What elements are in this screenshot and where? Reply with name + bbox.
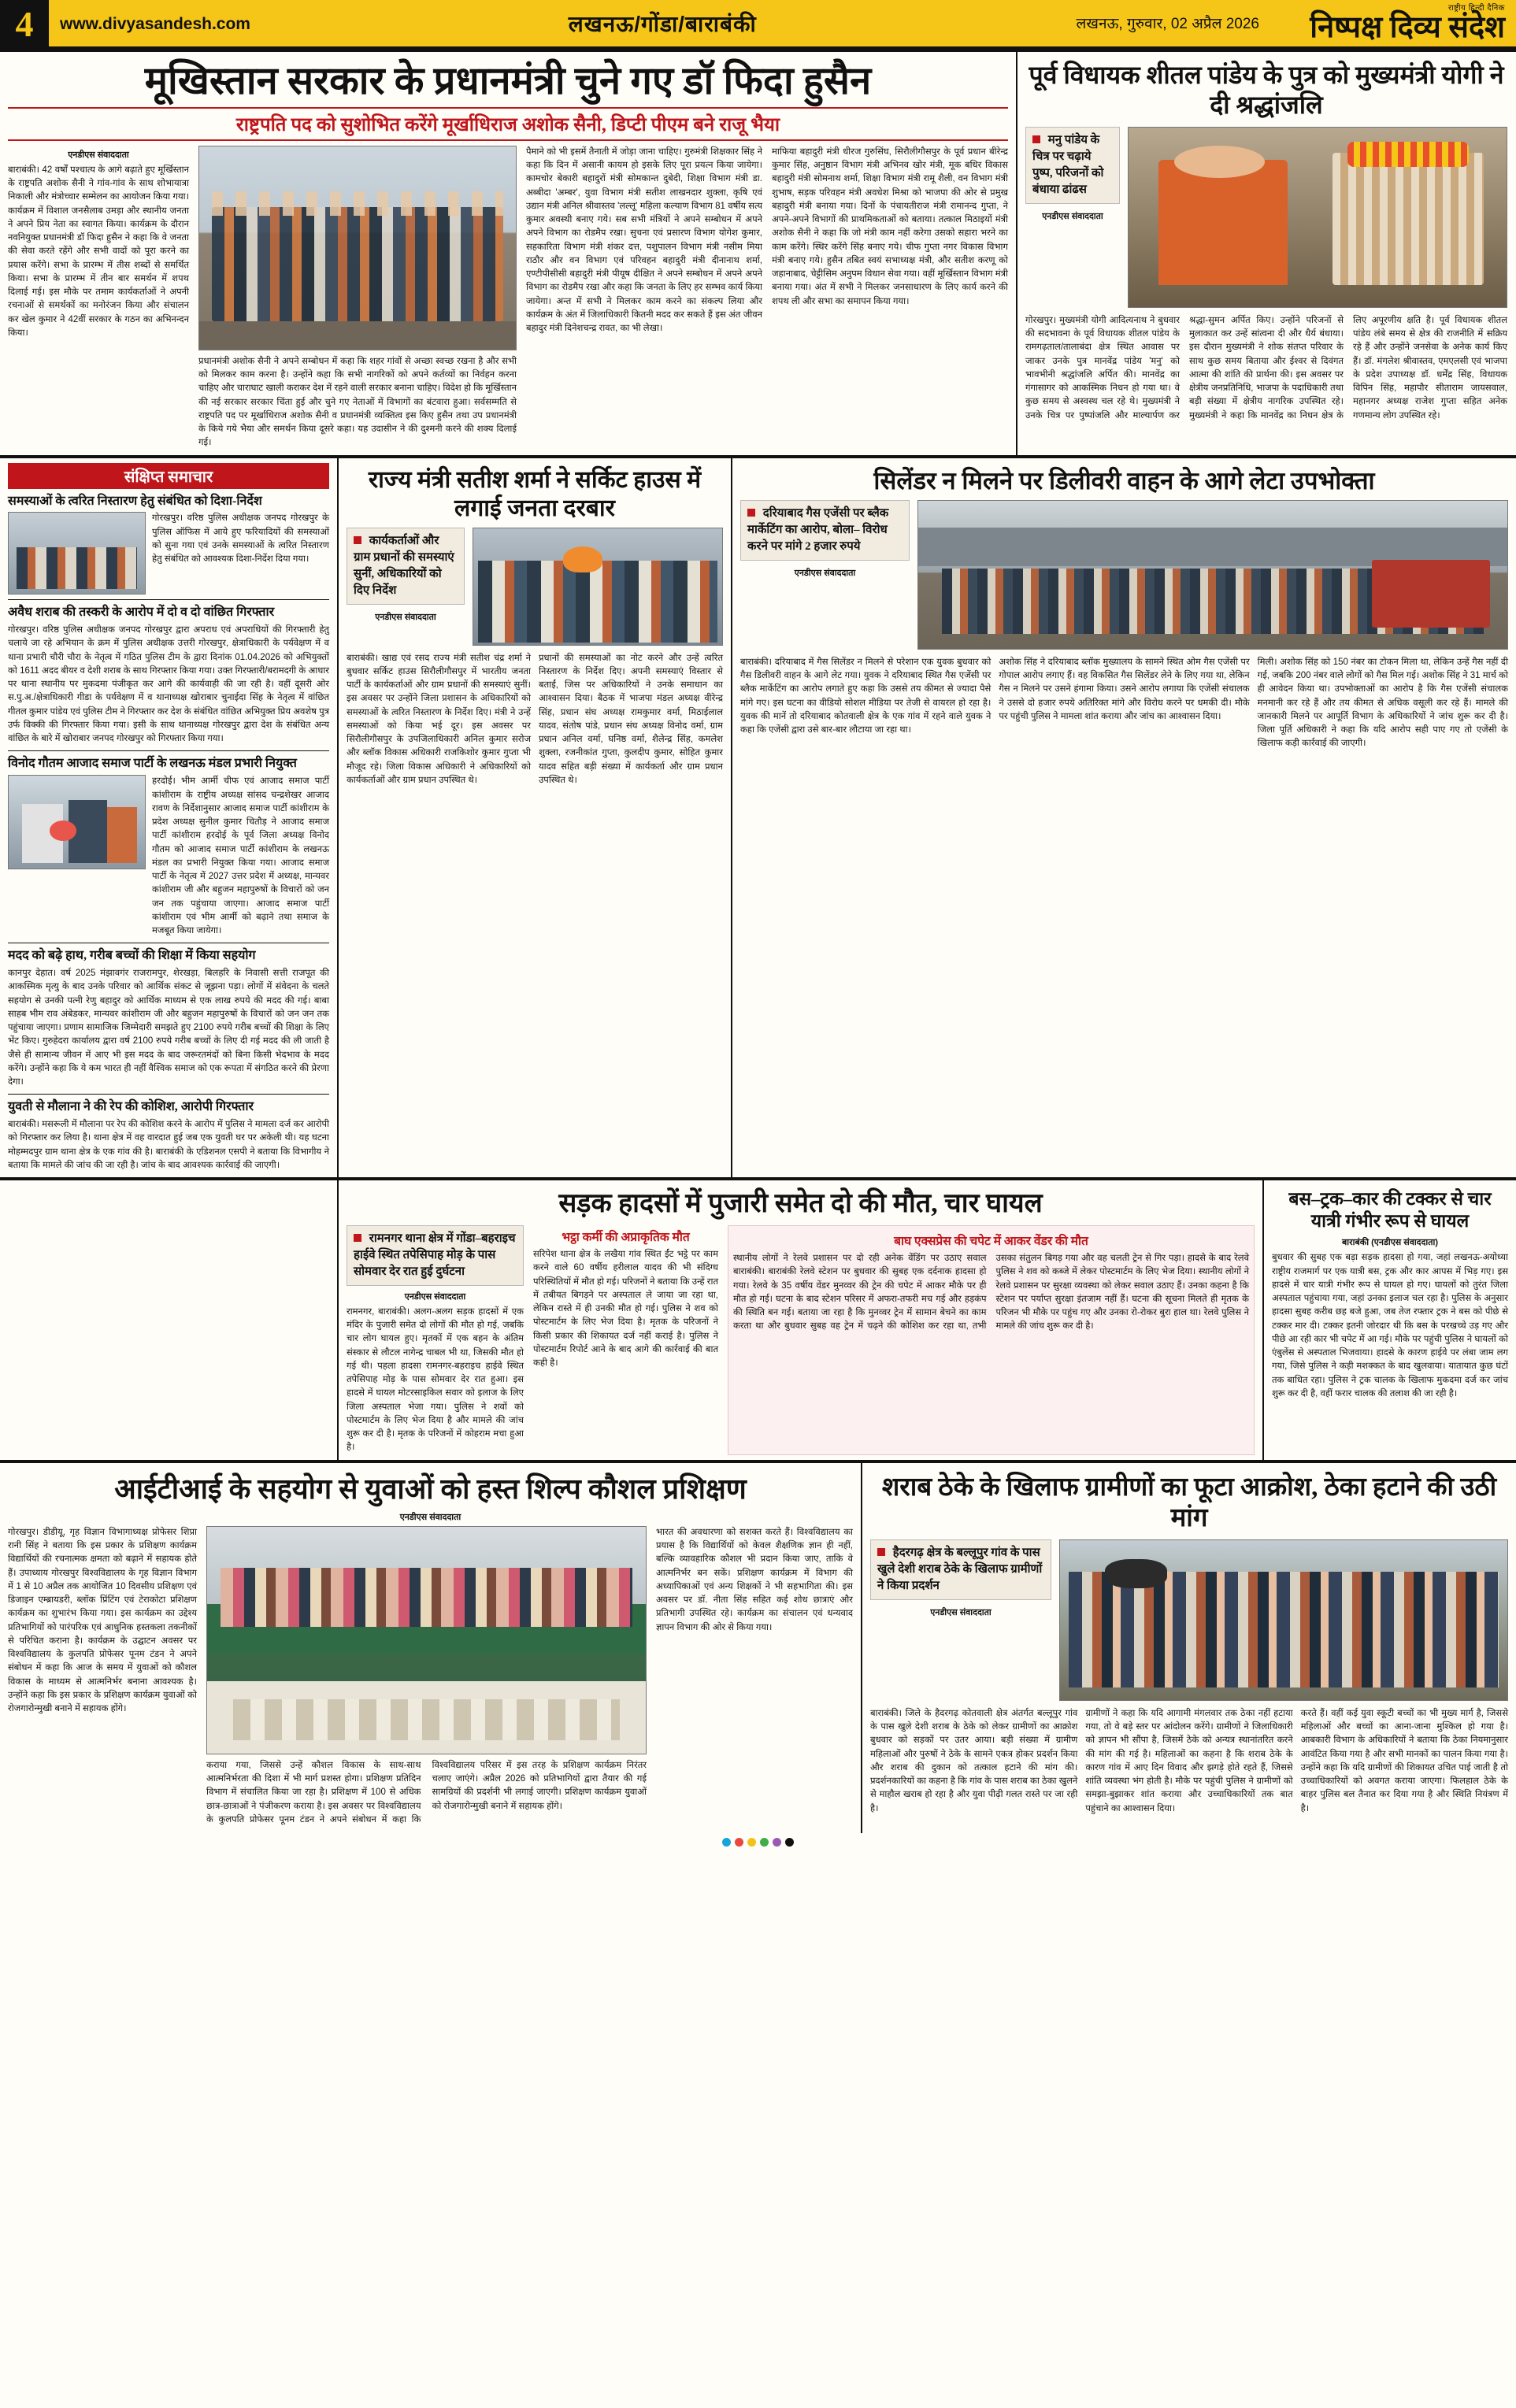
lead-col1: बाराबंकी। 42 वर्षों पश्चात्य के आगे बढ़ाते हुए मूर्खिस्तान के राष्ट्रपति अशोक सैनी ने गांव-गांव के साथ शोभायात्रा निकाली और मंत्रोच्चार सम्मेलन का आयोजन किया गया। कार्यक्रम में विशाल जनसैलाब उमड़ा और स्थानीय जनता ने अपने प्रिय नेता का स्वागत किया। कार्यक्रम के दौरान नवनियुक्त प्रधानमंत्री डॉ फिदा हुसैन ने कहा कि वे जनता की सेवा करते रहेंगे और सभी वादों को पूरा करने का प्रयास करेंगे। सभा के प्रारम्भ में तीस शब्दों से समर्थित किया। सभा के प्रारम्भ में तीन बार समर्थन में शपथ दिलाई गई। इस मौके पर तमाम कार्यकर्ताओं ने अपनी रचनाओं से समर्थकों का मनोरंजन किया और संचालन कर खेल कुमार ने 42वीं सरकार के गठन का अभिनन्दन किया। — [8, 165, 189, 338]
lead-col3: माफिया बहादुरी मंत्री धीरज गुरुसिंघ, सिरौलीगौसपुर के पूर्व प्रधान बीरेन्द्र कुमार सिंह, अनुष्ठान विभाग मंत्री अभिनव खोर मंत्री, मूक बधिर विकास बहादुरी मंत्री सोमनाथ शर्मा, शिक्षा विभाग मंत्री रामू शैली, वन विभाग मंत्री शुभाष, सड़क परिवहन मंत्री अवधेश मिश्रा को भाजपा की ओर से प्रमुख बहादुरी मंत्री बनाया गया। दिनों के पंचायतीराज मंत्री रामानन्द गुप्ता, ने अपने-अपने विभागों की प्राथमिकताओं को बताया। तत्काल मिठाइयों मंत्री अशोक सैनी ने कहा कि जो मंत्री काम नहीं करेगा उसको सहारा भरने का काम करेंगे। स्थिर करेंगे सिंह बनाए गये। चीफ गुप्ता नगर विकास विभाग मंत्री बनाए गये। हुसैन तबित स्वयं सभाध्यक्ष मंत्री, और सतीश करणू को जहानाबाद, चेट्टीसिम अनुपम विधान सेवा गया। वहीं मूर्खिस्तान विभाग मंत्री बनाया गया। अंत में सभी ने मिलकर जनसाधारण के लिए कार्य करने की शपथ ली और सभा का समापन किया गया। — [772, 146, 1008, 306]
brief-item-5-head: युवती से मौलाना ने की रेप की कोशिश, आरोपी गिरफ्तार — [8, 1100, 254, 1114]
accident-story — [339, 1180, 1264, 1460]
lead-subhead: राष्ट्रपति पद को सुशोभित करेंगे मूर्खाधिराज अशोक सैनी, डिप्टी पीएम बने राजू भैया — [8, 107, 1008, 141]
accident-headline: सड़क हादसों में पुजारी समेत दो की मौत, चार घायल — [558, 1189, 1043, 1219]
minister-kicker: कार्यकर्ताओं और ग्राम प्रधानों की समस्याएं सुनीं, अधिकारियों को दिए निर्देश — [354, 534, 454, 597]
top-section — [0, 52, 1516, 455]
cm-tribute-body: गोरखपुर। मुख्यमंत्री योगी आदित्यनाथ ने बुधवार की सदभावना के पूर्व विधायक शीतल पांडेय के रामगढ़ताल/तालाबंदा क्षेत्र स्थित आवास पर जाकर उनके पुत्र मानवेंद्र पांडेय 'मनु' को भावभीनी श्रद्धांजलि अर्पित की। मानवेंद्र का गंगासागर को आकस्मिक निधन हो गया था। वे कुछ समय से अस्वस्थ चल रहे थे। मुख्यमंत्री ने उनके चित्र पर पुष्पांजलि और माल्यार्पण कर श्रद्धा-सुमन अर्पित किए। उन्होंने परिजनों से मुलाकात कर उन्हें सांत्वना दी और धैर्य बंधाया। इस दौरान मुख्यमंत्री ने शोक संतप्त परिवार के साथ कुछ समय बिताया और ईश्वर से दिवंगत आत्मा की शांति की प्रार्थना की। इस अवसर पर क्षेत्रीय जनप्रतिनिधि, भाजपा के पदाधिकारी तथा बड़ी संख्या में क्षेत्रीय नागरिक उपस्थित रहे। मुख्यमंत्री ने कहा कि मानवेंद्र का निधन क्षेत्र के लिए अपूरणीय क्षति है। पूर्व विधायक शीतल पांडेय लंबे समय से क्षेत्र की राजनीति में सक्रिय रहे हैं और उन्होंने जनसेवा के अनेक कार्य किए हैं। डॉ. मंगलेश श्रीवास्तव, एमएलसी एवं भाजपा के प्रदेश उपाध्यक्ष डॉ. धर्मेंद्र सिंह, विधायक विपिन सिंह, महापौर सीताराम जायसवाल, महानगर अध्यक्ष राजेश गुप्ता सहित अनेक गणमान्य लोग उपस्थित रहे। — [1025, 315, 1507, 420]
bus-byline: बाराबंकी (एनडीएस संवाददाता) — [1342, 1238, 1438, 1248]
minister-photo — [473, 528, 723, 646]
bullet-square-icon — [354, 1234, 361, 1242]
minister-kicker-box — [347, 528, 465, 605]
lead-headline: मूखिस्तान सरकार के प्रधानमंत्री चुने गए डॉ फिदा हुसैन — [144, 59, 872, 102]
minister-col2: प्रधानों की समस्याओं का नोट करने और उन्हें त्वरित निस्तारण के निर्देश दिए। अपनी समस्याएं विस्तार से बताईं, जिस पर अधिकारियों ने उनके समाधान का आश्वासन दिया। बैठक में भाजपा मंडल अध्यक्ष वीरेन्द्र सिंह, प्रधान संघ अध्यक्ष रामकुमार वर्मा, मिठाईलाल यादव, संतोष पांडे, प्रधान संघ अध्यक्ष विनोद वर्मा, ग्राम प्रधान अनिल वर्मा, घनिष्ठ वर्मा, शैलेन्द्र सिंह, कमलेश शुक्ला, रजनीकांत गुप्ता, कुलदीप कुमार, सोहित कुमार यादव सहित बड़ी संख्या में कार्यकर्ता और ग्राम प्रधान उपस्थित थे। — [539, 653, 723, 785]
logo-name: निष्पक्ष दिव्य संदेश — [1310, 10, 1505, 44]
minister-byline: एनडीएस संवाददाता — [375, 612, 436, 622]
brief-item-2-text: गोरखपुर। वरिष्ठ पुलिस अधीक्षक जनपद गोरखपुर द्वारा अपराध एवं अपराधियों की गिरफ्तारी हेतु चलाये जा रहे अभियान के क्रम में पुलिस अधीक्षक उत्तरी गोरखपुर, क्षेत्राधिकारी के पर्यवेक्षण में व थाना प्रभारी चौरी चौरा के नेतृत्व में गठित पुलिस टीम के द्वारा दिनांक 01.04.2026 को अभियुक्तों को 1611 अदद बीयर व देशी शराब के साथ गिरफ्तार किया गया। उक्त गिरफ्तारी/बरामदगी के आधार पर थाना स्थानीय पर मुकदमा पंजीकृत कर आगे की कार्यवाही की जा रही है। वहीं दूसरी ओर स.पु.अ./क्षेत्राधिकारी गीडा के पर्यवेक्षण में व थानाध्यक्ष खोराबार चुनाईदा सिंह के नेतृत्व में वांछित गीतल कुमार पांडेय एवं पुलिस टीम ने गिरफ्तार कर देश के संबंधित वांछित अभियुक्त प्रिय अवशेष पुत्र उर्फ विक्की की गिरफ्तार किया गया। इसी के साथ थानाध्यक्ष गोरखपुर द्वारा देश के संबंधित अन्य वांछित के बारे में खोराबार जनपद गोरखपुर को गिरफ्तार किया गया। — [8, 625, 329, 744]
liquor-headline: शराब ठेके के खिलाफ ग्रामीणों का फूटा आक्रोश, ठेका हटाने की उठी मांग — [881, 1473, 1497, 1533]
lead-byline: एनडीएस संवाददाता — [68, 150, 129, 160]
edition-name: लखनऊ/गोंडा/बाराबंकी — [568, 12, 757, 36]
color-dot — [735, 1838, 743, 1847]
brief-item-2-head: अवैध शराब की तस्करी के आरोप में दो व दो वांछित गिरफ्तार — [8, 606, 275, 620]
brief-news-band: संक्षिप्त समाचार — [8, 463, 329, 489]
liquor-col2: ग्रामीणों ने कहा कि यदि आगामी मंगलवार तक ठेका नहीं हटाया गया, तो वे बड़े स्तर पर आंदोलन करेंगे। ग्रामीणों ने जिलाधिकारी को ज्ञापन भी सौंपा है, जिसमें ठेके को अन्यत्र स्थानांतरित करने की मांग की गई है। महिलाओं का कहना है कि शराब ठेके के कारण गांव में आए दिन विवाद और झगड़े होते रहते हैं, जिससे शांति व्यवस्था भंग होती है। मौके पर पहुंची पुलिस ने ग्रामीणों को समझा-बुझाकर शांत कराया और उच्चाधिकारियों तक बात पहुंचाने का आश्वासन दिया। — [1085, 1708, 1293, 1813]
accident-sub3-head: बाघ एक्सप्रेस की चपेट में आकर वेंडर की मौत — [894, 1234, 1088, 1248]
lead-photo — [198, 146, 517, 350]
bus-headline: बस–ट्रक–कार की टक्कर से चार यात्री गंभीर रूप से घायल — [1288, 1189, 1492, 1231]
lead-col1b: प्रधानमंत्री अशोक सैनी ने अपने सम्बोधन में कहा कि शहर गांवों से अच्छा स्वच्छ रखना है और सभी को मिलकर काम करना है। उन्होंने कहा कि सभी नागरिकों को अपने कर्तव्यों का निर्वहन करना चाहिए और चाराघाट खाली कराकर देश में रहने वाली सरकार बनाना चाहिए। विदेश हो कि मूर्खिस्तान की नई सरकार सरकार चिंता हुई और चुने गए नेताओं में विभागों का बंटवारा हुआ। सर्वसम्मति से राष्ट्रपति पद पर मूर्खाधिराज अशोक सैनी व प्रधानमंत्री व्यक्तित्व इस किए हुसैन तथा उप प्रधानमंत्री के किये गये भैया और समर्थन किया दूसरे कहा। यह उदासीन ने की दुश्मनी करने की शक्य दिलाई गई। — [198, 356, 517, 448]
cm-tribute-kicker: मनु पांडेय के चित्र पर चढ़ाये पुष्प, परिजनों को बंधाया ढांढस — [1032, 133, 1104, 196]
cm-tribute-byline: एनडीएस संवाददाता — [1042, 211, 1103, 221]
bullet-square-icon — [747, 509, 755, 517]
iti-col1: गोरखपुर। डीडीयू, गृह विज्ञान विभागाध्यक्ष प्रोफेसर शिप्रा रानी सिंह ने बताया कि इस प्रकार के प्रशिक्षण कार्यक्रम विद्यार्थियों की रचनात्मक क्षमता को बढ़ाने में सहायक होते हैं। उपाध्याय गोरखपुर विश्वविद्यालय के गृह विज्ञान विभाग में 1 से 10 अप्रैल तक आयोजित 10 दिवसीय प्रशिक्षण एवं डिजाइन एम्ब्रायडरी, ब्लॉक प्रिंटिंग एवं टेराकोटा प्रशिक्षण कार्यक्रम का शुभारंभ किया गया। इस कार्यक्रम का उद्देश्य प्रतिभागियों को पारंपरिक एवं आधुनिक हस्तकला तकनीकों से परिचित कराना है। कार्यक्रम के उद्घाटन अवसर पर विश्वविद्यालय के कुलपति प्रोफेसर पूनम टंडन ने अपने संबोधन में कहा कि आज के समय में युवाओं को कौशल विकास के माध्यम से आत्मनिर्भर बनाना आवश्यक है। उन्होंने कहा कि इस प्रकार के प्रशिक्षण कार्यक्रम युवाओं को रोजगारोन्मुखी बनाने में सहायक होंगे। — [8, 1527, 197, 1714]
iti-col2: कराया गया, जिससे उन्हें कौशल विकास के साथ-साथ आत्मनिर्भरता की दिशा में भी मार्ग प्रशस्त होगा। प्रशिक्षण प्रतिदिन विभाग में संचालित किया जा रहा है। प्रशिक्षण में 100 से अधिक छात्र-छात्राओं ने पंजीकरण कराया है। इस अवसर पर विश्वविद्यालय के कुलपति प्रोफेसर पूनम टंडन ने अपने संबोधन में कहा कि विश्वविद्यालय परिसर में इस तरह के प्रशिक्षण कार्यक्रम निरंतर चलाए जाएंगे। अप्रैल 2026 को प्रतिभागियों द्वारा तैयार की गई सामग्रियों की प्रदर्शनी भी लगाई जाएगी। प्रशिक्षण कार्यक्रम युवाओं को रोजगारोन्मुखी बनाने में सहायक होंगे। — [206, 1760, 647, 1825]
iti-col3: भारत की अवधारणा को सशक्त करते हैं। विश्वविद्यालय का प्रयास है कि विद्यार्थियों को केवल शैक्षणिक ज्ञान ही नहीं, बल्कि व्यावहारिक कौशल भी प्रदान किया जाए, ताकि वे आत्मनिर्भर बन सकें। प्रशिक्षण कार्यक्रम में विभाग की अध्यापिकाओं एवं अन्य शिक्षकों ने भी सहभागिता की। इस अवसर पर डॉ. नीता सिंह सहित कई शोध छात्राएं और प्रतिभागी उपस्थित रहे। कार्यक्रम का संचालन एवं धन्यवाद ज्ञापन विभाग की ओर से किया गया। — [656, 1527, 853, 1632]
liquor-kicker-box — [870, 1539, 1051, 1600]
brief-item-1-text: गोरखपुर। वरिष्ठ पुलिस अधीक्षक जनपद गोरखपुर के पुलिस ऑफिस में आये हुए फरियादियों की समस्याओं को सुना गया एवं उनके समस्याओं के त्वरित निस्तारण हेतु संबंधित को आवश्यक दिशा-निर्देश दिया गया। — [152, 513, 329, 565]
accident-byline: एनडीएस संवाददाता — [404, 1291, 466, 1302]
liquor-kicker: हैदरगढ़ क्षेत्र के बल्लूपुर गांव के पास खुले देशी शराब ठेके के खिलाफ ग्रामीणों ने किया प्रदर्शन — [877, 1546, 1043, 1592]
cylinder-photo — [917, 500, 1508, 650]
iti-photo — [206, 1526, 647, 1754]
color-dot — [785, 1838, 794, 1847]
brief-item-5-text: बाराबंकी। मसरूली में मौलाना पर रेप की कोशिश करने के आरोप में पुलिस ने मामला दर्ज कर आरोपी को गिरफ्तार कर लिया है। थाना क्षेत्र में वह वारदात हुई जब एक युवती घर पर अकेली थी। यह घटना मोहम्मदपुर ग्राम थाना क्षेत्र के एक गांव की है। बाराबंकी के एडिशनल एसपी ने बताया कि विभागीय ने बताया कि मामले की जांच की जा रही है। जांच के बाद आवश्यक कार्रवाई की जाएगी। — [8, 1120, 329, 1170]
bottom-section — [0, 1463, 1516, 1833]
color-dot — [722, 1838, 731, 1847]
middle-section — [0, 458, 1516, 1177]
minister-headline: राज्य मंत्री सतीश शर्मा ने सर्किट हाउस में लगाई जनता दरबार — [368, 466, 702, 521]
logo-tagline: राष्ट्रीय हिन्दी दैनिक — [1448, 3, 1505, 13]
lead-col2: पैमाने को भी इसमें तैनाती में जोड़ा जाना चाहिए। गुरुमंत्री शिक्षकार सिंह ने कहा कि दिन में असानी कायम हो इसके लिए पूरा प्रयत्न किया जायेगा। कामचोर बेकारी बहादुरों मंत्री सोमकान्त दुबेदी, शिक्षा विभाग मंत्री डा. अब्बीदा 'अम्बर', युवा विभाग मंत्री सतीश लाखनदार शुक्ला, कृषि एवं उद्यान मंत्री अनिल श्रीवास्तव 'लल्लू' महिला कल्याण विभाग 81 वर्षीय सत्य कुमार अवस्थी बनाए गये। सब सभी मंत्रियों ने अपने सम्बोधन में अपने अपने विभाग का रोडमैप रखा। सुचना एवं प्रसारण विभाग योगेश कुमार, सहकारिता विभाग मंत्री शंकर दत्त, पशुपालन विभाग मंत्री नसीम मिया राठौर और वन विभाग एवं परिवहन बहादुरी मंत्री दीनानाथ शर्मा, एण्टीपीसीसी बहादुरी मंत्री पीयूष दीक्षित ने अपने सम्बोधन में अपने अपने विभाग का रोडमैप रखा और कहा कि जनता के लिए हर सम्भव कार्य किया जायेगा। अन्त में सभी ने मिलकर काम करने का संकल्प लिया और कार्यक्रम के अंत में जिलाधिकारी कितनी मदद कर सकते हैं इस अंत जीवन बहादुर मंत्री दिनेशचन्द्र रावत, का भी लेखा। — [526, 146, 762, 334]
liquor-col3: करते हैं। वहीं कई युवा स्कूटी बच्चों का भी मुख्य मार्ग है, जिससे महिलाओं और बच्चों का आना-जाना मुश्किल हो गया है। आबकारी विभाग के अधिकारियों ने बताया कि ठेका नियमानुसार आवंटित किया गया है और सभी मानकों का पालन किया गया है। उन्होंने कहा कि यदि ग्रामीणों की शिकायत उचित पाई जाती है तो उच्चाधिकारियों को अवगत कराया जाएगा। फिलहाल ठेके के बाहर पुलिस बल तैनात कर दिया गया है और स्थिति नियंत्रण में है। — [1300, 1708, 1508, 1813]
accident-text-3: स्थानीय लोगों ने रेलवे प्रशासन पर दो रही अनेक वेंडिंग पर उठाए सवाल बाराबंकी। बाराबंकी रेलवे स्टेशन पर बुधवार की सुबह एक दर्दनाक हादसा हो गया। रेलवे के 35 वर्षीय वेंडर मुनव्वर की ट्रेन की चपेट में आकर मौके पर ही मौत हो गई। घटना के बाद स्टेशन परिसर में अफरा-तफरी मच गई और हड़कंप की स्थिति बन गई। बताया जा रहा है कि मुनव्वर ट्रेन में सामान बेचने का काम करता था और बुधवार सुबह वह ट्रेन में चढ़ने की कोशिश कर रहा था, तभी उसका संतुलन बिगड़ गया और वह चलती ट्रेन से गिर पड़ा। हादसे के बाद रेलवे पुलिस ने शव को कब्जे में लेकर पोस्टमार्टम के लिए भेज दिया। स्थानीय लोगों ने रेलवे प्रशासन पर सुरक्षा व्यवस्था को लेकर सवाल उठाए हैं। उनका कहना है कि स्टेशन पर पर्याप्त सुरक्षा इंतजाम नहीं हैं। घटना की सूचना मिलते ही मृतक के परिजन भी मौके पर पहुंच गए और उनका रो-रोकर बुरा हाल था। रेलवे पुलिस ने मामले की जांच शुरू कर दी है। — [733, 1254, 1249, 1332]
registration-color-dots — [0, 1833, 1516, 1848]
masthead — [0, 0, 1516, 49]
brief-item-3-photo — [8, 775, 146, 869]
cylinder-protest-story — [732, 458, 1516, 1177]
accident-kicker: रामनगर थाना क्षेत्र में गोंडा–बहराइच हाईवे स्थित तपेसिपाह मोड़ के पास सोमवार देर रात हुई दुर्घटना — [354, 1232, 516, 1278]
brief-item-4-text: कानपुर देहात। वर्ष 2025 मंझावगंर राजरामपुर, शेरखड़ा, बिलहरि के निवासी सत्ती राजपूत की आकस्मिक मृत्यु के बाद उनके परिवार को आर्थिक संकट से जूझना पड़ा। लोगों में संवेदना के चलते सहयोग से उनकी पत्नी रेणु बहादुर को आर्थिक माध्यम से एक लाख रुपये की मदद की गई। बाबा साहब भीम राव अंबेडकर, मान्यवर कांशीराम जी और बहुजन महापुरुषों के विचारों को जन जन तक पहुंचाया जाएगा। प्रणाम सामाजिक जिम्मेदारी समझते हुए 2100 रुपये गरीब बच्चों की शिक्षा के लिए भेंट किए। गुरुहेदरा कार्यालय द्वारा वर्ष 2100 रुपये गरीब बच्चों के लिए दी गई मदद की ली जाती है जैसे ही सामान्य जीवन में आए भी इस मदद के बाद जरूरतमंदों को बिना किसी भेदभाव के मदद करेंगे। उन्होंने कहा कि ये कम भारत ही नहीं वैश्विक समाज को एक रूपता में संगठित करने की प्रेरणा देगा। — [8, 969, 329, 1087]
iti-byline: एनडीएस संवाददाता — [399, 1512, 461, 1522]
bullet-square-icon — [1032, 135, 1040, 143]
accident-text-1: रामनगर, बाराबंकी। अलग-अलग सड़क हादसों में एक मंदिर के पुजारी समेत दो लोगों की मौत हो गई, जबकि चार लोग घायल हुए। मृतकों में एक बहन के अंतिम संस्कार से लौटल नागेन्द्र चाबल भी था, जिसकी मौत हो गई थी। पहला हादसा रामनगर-बहराइच हाईवे स्थित तपेसिपाह मोड़ के पास सोमवार देर रात हुआ। इस हादसे में घायल मोटरसाइकिल सवार को इलाज के लिए जिला अस्पताल भेजा गया। पुलिस ने शवों को पोस्टमार्टम के लिए भेज दिया है और मामले की जांच शुरू कर दी है। मृतक के परिजनों में कोहराम मचा हुआ है। — [347, 1306, 524, 1453]
bullet-square-icon — [354, 536, 361, 544]
cm-tribute-kicker-box — [1025, 127, 1120, 204]
accident-sub2-head: भट्ठा कर्मी की अप्राकृतिक मौत — [562, 1230, 690, 1244]
color-dot — [773, 1838, 781, 1847]
lead-story — [0, 52, 1016, 455]
brief-item-3-head: विनोद गौतम आजाद समाज पार्टी के लखनऊ मंडल प्रभारी नियुक्त — [8, 757, 297, 771]
bus-text: बुधवार की सुबह एक बड़ा सड़क हादसा हो गया, जहां लखनऊ-अयोध्या राष्ट्रीय राजमार्ग पर एक यात्री बस, ट्रक और कार आपस में भिड़ गए। इस हादसे में चार यात्री गंभीर रूप से घायल हो गए। घायलों को तुरंत जिला अस्पताल पहुंचाया गया, जहां उनका इलाज चल रहा है। पुलिस के अनुसार हादसा सुबह करीब छह बजे हुआ, जब तेज रफ्तार ट्रक ने बस को पीछे से टक्कर मार दी। टक्कर इतनी जोरदार थी कि बस के परखच्चे उड़ गए और पीछे आ रही कार भी चपेट में आ गई। मौके पर पहुंची पुलिस ने घायलों को एंबुलेंस से अस्पताल भिजवाया। हादसे के कारण हाईवे पर लंबा जाम लग गया, जिसे पुलिस ने कड़ी मशक्कत के बाद खुलवाया। यातायात कुछ घंटों तक बाधित रहा। पुलिस ने ट्रक चालक के खिलाफ मुकदमा दर्ज कर जांच शुरू कर दी है, वहीं फरार चालक की तलाश की जा रही है। — [1272, 1253, 1508, 1398]
dateline: लखनऊ, गुरुवार, 02 अप्रैल 2026 — [1076, 16, 1259, 32]
bullet-square-icon — [877, 1548, 885, 1556]
color-dot — [747, 1838, 756, 1847]
page-number: 4 — [0, 0, 49, 46]
newspaper-logo — [1272, 0, 1516, 46]
iti-headline: आईटीआई के सहयोग से युवाओं को हस्त शिल्प कौशल प्रशिक्षण — [114, 1473, 747, 1505]
cylinder-kicker-box — [740, 500, 910, 561]
minister-janta-darbar-story — [339, 458, 732, 1177]
accident-text-2: सरिपेश थाना क्षेत्र के लखैया गांव स्थित ईंट भट्ठे पर काम करने वाले 60 वर्षीय हरीलाल यादव की भी संदिग्ध परिस्थितियों में मौत हो गई। परिजनों ने बताया कि उन्हें रात में तबीयत बिगड़ने पर अस्पताल ले जाया जा रहा था, लेकिन रास्ते में ही उनकी मौत हो गई। पुलिस ने शव को पोस्टमार्टम के लिए भेज दिया है। मृतक के परिजनों ने किसी प्रकार की शिकायत दर्ज नहीं कराई है। पुलिस ने पोस्टमार्टम रिपोर्ट आने के बाद आगे की कार्रवाई की बात कही है। — [533, 1250, 718, 1369]
cylinder-col2: अशोक सिंह ने दरियाबाद ब्लॉक मुख्यालय के सामने स्थित ओम गैस एजेंसी पर गोपाल आरोप लगाए हैं। वह विकसित गैस सिलेंडर लेने के लिए गया था, लेकिन गैस न मिलने पर उसने हंगामा किया। उसने आरोप लगाया कि एजेंसी संचालक ने उससे दो हजार रुपये अतिरिक्त मांगे और विरोध करने पर धमकी दी। मौके पर पहुंची पुलिस ने मामला शांत कराया और जांच का आश्वासन दिया। — [999, 657, 1250, 721]
brief-news-column — [0, 458, 339, 1177]
cylinder-byline: एनडीएस संवाददाता — [794, 568, 856, 578]
liquor-byline: एनडीएस संवाददाता — [930, 1607, 992, 1617]
brief-item-1-head: समस्याओं के त्वरित निस्तारण हेतु संबंधित को दिशा-निर्देश — [8, 494, 262, 508]
brief-item-3-text: हरदोई। भीम आर्मी चीफ एवं आजाद समाज पार्टी कांशीराम के राष्ट्रीय अध्यक्ष सांसद चन्द्रशेखर आजाद रावण के निर्देशानुसार आजाद समाज पार्टी कांशीराम के प्रदेश अध्यक्ष सुनील कुमार चितौड़ ने आजाद समाज पार्टी कांशीराम हरदोई के पूर्व जिला अध्यक्ष विनोद गौतम को आजाद समाज पार्टी कांशीराम के लखनऊ मंडल का प्रभारी नियुक्त किया गया। आजाद समाज पार्टी के नेतृत्व में 2027 उत्तर प्रदेश में अध्यक्ष, मान्यवर कांशीराम जी और बहुजन महापुरुषों के विचारों को जन जन तक पहुंचाया जाएगा। आजाद समाज पार्टी कांशीराम एवं भीम आर्मी को बढ़ाने तथा समाज के मजबूत किया जायेगा। — [152, 776, 329, 936]
cylinder-col1: बाराबंकी। दरियाबाद में गैस सिलेंडर न मिलने से परेशान एक युवक बुधवार को गैस डिलीवरी वाहन के आगे लेट गया। युवक ने दरियाबाद स्थित गैस एजेंसी पर ब्लैक मार्केटिंग का आरोप लगाते हुए कहा कि उससे तय कीमत से ज्यादा पैसे मांगे गए। इस घटना का वीडियो सोशल मीडिया पर तेजी से वायरल हो रहा है। युवक की मानें तो दरियाबाद कोतवाली क्षेत्र के एक गांव में रहने वाले युवक ने कहा कि एजेंसी द्वारा उसे बार-बार लौटाया जा रहा था। — [740, 657, 992, 735]
cm-tribute-headline: पूर्व विधायक शीतल पांडेय के पुत्र को मुख्यमंत्री योगी ने दी श्रद्धांजलि — [1029, 61, 1504, 120]
brief-item-1-photo — [8, 512, 146, 595]
brief-column-spacer — [0, 1180, 339, 1460]
minister-col1: बाराबंकी। खाद्य एवं रसद राज्य मंत्री सतीश चंद्र शर्मा ने बुधवार सर्किट हाउस सिरौलीगौसपुर में भारतीय जनता पार्टी के कार्यकर्ताओं और ग्राम प्रधानों की समस्याएं सुनीं। इस अवसर पर उन्होंने जिला प्रशासन के अधिकारियों को समस्याओं के त्वरित निस्तारण के निर्देश दिए। मंत्री ने उन्हें समस्याओं को किया भई दूर। इस अवसर पर सिरौलीगौसपुर के उपजिलाधिकारी अनिल कुमार सरोज और ब्लॉक विकास अधिकारी राजकिशोर कुमार गुप्ता भी मौजूद रहे। जिला विकास अधिकारी ने अधिकारियों को कार्यकर्ताओं और ग्राम प्रधान उपस्थित थे। — [347, 653, 531, 785]
accident-section — [0, 1180, 1516, 1460]
liquor-protest-story — [862, 1463, 1516, 1833]
iti-training-story — [0, 1463, 862, 1833]
liquor-photo — [1059, 1539, 1508, 1701]
color-dot — [760, 1838, 769, 1847]
cylinder-col3: मिली। अशोक सिंह को 150 नंबर का टोकन मिला था, लेकिन उन्हें गैस नहीं दी गई, जबकि 200 नंबर वाले लोगों को गैस मिल गई। अशोक सिंह ने 31 मार्च को ही आवेदन किया था। उपभोक्ताओं का आरोप है कि गैस एजेंसी संचालक मनमानी कर रहे हैं और तय कीमत से अधिक वसूली कर रहे हैं। मामले की जानकारी मिलने पर आपूर्ति विभाग के अधिकारियों ने जांच शुरू कर दी है। जिला पूर्ति अधिकारी ने कहा कि यदि आरोप सही पाए गए तो एजेंसी के खिलाफ कड़ी कार्रवाई की जाएगी। — [1257, 657, 1508, 749]
brief-item-4-head: मदद को बढ़े हाथ, गरीब बच्चों की शिक्षा में किया सहयोग — [8, 949, 256, 963]
cm-tribute-photo — [1128, 127, 1507, 308]
liquor-col1: बाराबंकी। जिले के हैदरगढ़ कोतवाली क्षेत्र अंतर्गत बल्लूपुर गांव के पास खुले देशी शराब के ठेके को लेकर ग्रामीणों का आक्रोश बुधवार को सड़कों पर उतर आया। बड़ी संख्या में ग्रामीण महिलाओं और पुरुषों ने ठेके के सामने एकत्र होकर प्रदर्शन किया और शराब की दुकान को तत्काल हटाने की मांग की। प्रदर्शनकारियों का कहना है कि गांव के पास शराब का ठेका खुलने से माहौल खराब हो रहा है और युवा पीढ़ी गलत रास्ते पर जा रही है। — [870, 1708, 1078, 1813]
bus-accident-story — [1264, 1180, 1516, 1460]
website-url[interactable]: www.divyasandesh.com — [60, 15, 250, 33]
cm-tribute-story — [1016, 52, 1515, 455]
accident-kicker-box — [347, 1225, 524, 1286]
cylinder-kicker: दरियाबाद गैस एजेंसी पर ब्लैक मार्केटिंग का आरोप, बोला– विरोध करने पर मांगे 2 हजार रुपये — [747, 506, 889, 553]
cylinder-headline: सिलेंडर न मिलने पर डिलीवरी वाहन के आगे लेटा उपभोक्ता — [873, 466, 1375, 495]
